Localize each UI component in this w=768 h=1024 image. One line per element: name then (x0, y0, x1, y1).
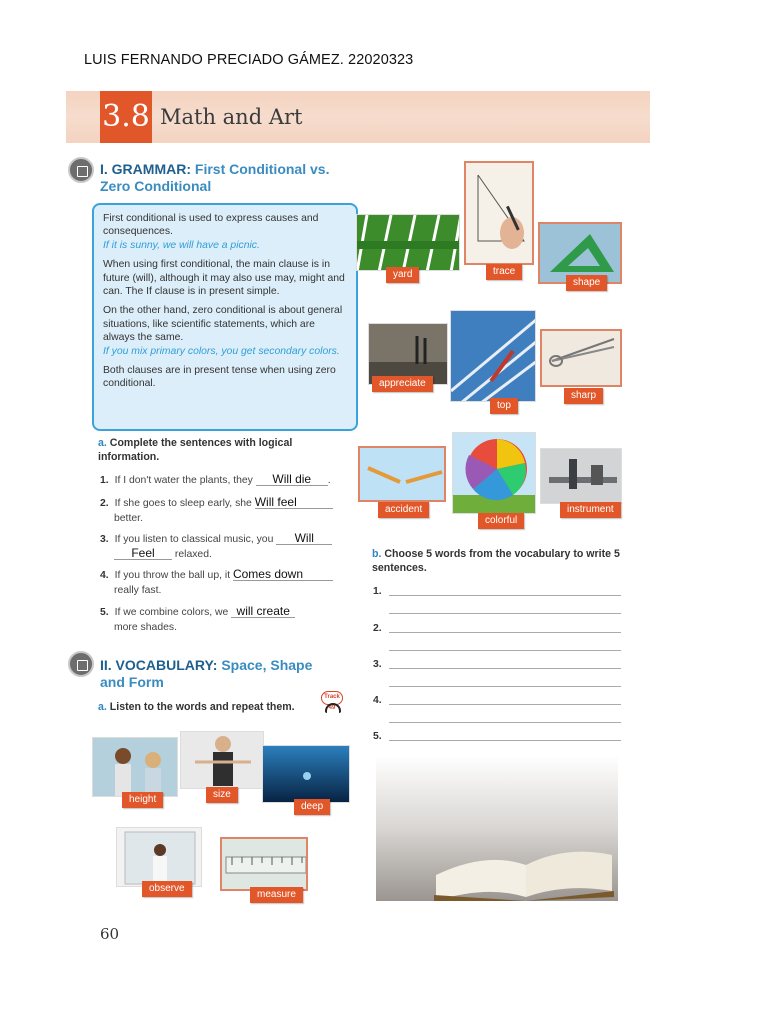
book-icon (68, 157, 94, 183)
exercise-item (100, 605, 350, 635)
word-tag-observe: observe (142, 881, 192, 897)
item-text: If I don't water the plants, they (114, 475, 253, 486)
answer-field[interactable]: Will (276, 532, 332, 545)
item-text-after: better. (114, 513, 143, 524)
listen-instruction (98, 701, 295, 713)
exercise-a-instruction (98, 437, 348, 464)
sharp-picture (540, 329, 622, 387)
word-tag-sharp: sharp (564, 388, 603, 404)
broken-pencil-image (360, 448, 446, 502)
grammar-p1-example: If it is sunny, we will have a picnic. (103, 239, 260, 251)
line-number: 2. (373, 623, 382, 634)
line-number: 4. (373, 695, 382, 706)
yard-picture (356, 214, 460, 271)
writing-line-1[interactable] (373, 586, 621, 597)
colorful-umbrella-image (453, 433, 536, 514)
item-text-after: really fast. (114, 585, 162, 596)
item-text: If she goes to sleep early, she (114, 498, 252, 509)
word-tag-deep: deep (294, 799, 330, 815)
writing-line-5[interactable] (373, 731, 621, 742)
exercise-item (100, 496, 350, 526)
answer-field-continued[interactable]: Feel (114, 547, 172, 560)
line-number: 1. (373, 586, 382, 597)
bridge-structure-image (451, 311, 536, 402)
item-number: 1. (100, 475, 109, 486)
vocabulary-heading-lead: II. VOCABULARY: (100, 657, 218, 673)
measure-picture (220, 837, 308, 891)
exercise-b-text: Choose 5 words from the vocabulary to write 5 sentences. (372, 548, 620, 574)
grammar-paragraph-3 (103, 304, 347, 358)
lesson-title: Math and Art (160, 105, 303, 129)
word-tag-shape: shape (566, 275, 607, 291)
item-text: If we combine colors, we (114, 607, 229, 618)
grammar-heading-rest: First Conditional vs. (194, 161, 330, 177)
vocabulary-heading (100, 657, 312, 691)
vocabulary-heading-rest: Space, Shape (221, 657, 313, 673)
word-tag-trace: trace (486, 264, 522, 280)
observe-picture (116, 827, 202, 887)
word-tag-yard: yard (386, 267, 419, 283)
writing-rule (389, 722, 621, 723)
word-tag-instrument: instrument (560, 502, 621, 518)
writing-rule (389, 668, 621, 669)
deep-picture (262, 745, 350, 803)
item-text: If you listen to classical music, you (114, 534, 274, 545)
word-tag-colorful: colorful (478, 513, 524, 529)
exercise-item (100, 568, 350, 598)
word-tag-appreciate: appreciate (372, 376, 433, 392)
writing-rule (389, 632, 621, 633)
tape-measure-person-image (181, 732, 264, 789)
writing-line-3[interactable] (373, 659, 621, 670)
headphones-icon (325, 703, 341, 713)
item-number: 4. (100, 570, 109, 581)
exercise-a-label: a. (98, 437, 107, 449)
listen-text: Listen to the words and repeat them. (109, 701, 295, 713)
open-book-picture (376, 755, 618, 901)
trace-picture (464, 161, 534, 265)
book-icon (68, 651, 94, 677)
size-picture (180, 731, 264, 789)
writing-rule (389, 704, 621, 705)
exercise-b-label: b. (372, 548, 382, 560)
grammar-heading (100, 161, 329, 195)
colorful-picture (452, 432, 536, 514)
writing-rule (389, 595, 621, 596)
two-girls-height-image (93, 738, 178, 797)
open-book-image (376, 755, 618, 901)
exercise-item (100, 473, 350, 488)
vocabulary-heading-line2: and Form (100, 674, 164, 690)
grammar-p3: On the other hand, zero conditional is about general situations, like scientific statements, which are always the same. (103, 305, 343, 344)
writing-rule (389, 686, 621, 687)
line-number: 3. (373, 659, 382, 670)
writing-rule (389, 650, 621, 651)
item-text-after: relaxed. (174, 549, 212, 560)
lesson-header (66, 91, 650, 143)
instrument-picture (540, 448, 622, 504)
lesson-number: 3.8 (100, 91, 152, 143)
word-tag-accident: accident (378, 502, 429, 518)
grammar-heading-lead: I. GRAMMAR: (100, 161, 191, 177)
grammar-paragraph-1 (103, 212, 347, 252)
item-number: 3. (100, 534, 109, 545)
grammar-p3-example: If you mix primary colors, you get secondary colors. (103, 345, 340, 357)
answer-field[interactable]: Will die (256, 473, 328, 486)
exercise-a-text: Complete the sentences with logical information. (98, 437, 293, 463)
item-text: If you throw the ball up, it (114, 570, 231, 581)
track-number: Track 49 (321, 691, 343, 705)
word-tag-height: height (122, 792, 163, 808)
page-number: 60 (100, 925, 120, 943)
height-picture (92, 737, 178, 797)
grammar-p2: When using first conditional, the main clause is in future (will), although it may also use may, might and can. The If clause is in present simple. (103, 259, 345, 298)
grammar-p4: Both clauses are in present tense when using zero conditional. (103, 365, 336, 390)
grammar-p1: First conditional is used to express causes and consequences. (103, 213, 319, 238)
writing-rule (389, 613, 621, 614)
word-tag-size: size (206, 787, 238, 803)
ruler-image (222, 839, 308, 891)
word-tag-measure: measure (250, 887, 303, 903)
item-text-after: more shades. (114, 622, 177, 633)
answer-field[interactable]: will create (231, 605, 295, 618)
answer-field[interactable]: Comes down (233, 568, 333, 581)
item-text-after: . (327, 475, 331, 486)
exercise-b-instruction (372, 547, 632, 575)
writing-line-2[interactable] (373, 623, 621, 634)
exercise-item (100, 532, 350, 562)
audio-track-icon[interactable] (321, 691, 345, 713)
person-at-window-image (117, 828, 202, 887)
line-number: 5. (373, 731, 382, 742)
writing-rule (389, 740, 621, 741)
writing-line-4[interactable] (373, 695, 621, 706)
listen-label: a. (98, 701, 107, 713)
item-number: 5. (100, 607, 109, 618)
deep-ocean-image (263, 746, 350, 803)
grammar-explanation-box (92, 203, 358, 431)
textbook-page (66, 91, 650, 951)
accident-picture (358, 446, 446, 502)
safety-pin-image (542, 331, 622, 387)
hand-tracing-triangle-image (466, 163, 534, 265)
caliper-image (541, 449, 622, 504)
top-picture (450, 310, 536, 402)
answer-field[interactable]: Will feel (255, 496, 333, 509)
item-number: 2. (100, 498, 109, 509)
football-field-image (357, 215, 460, 271)
grammar-heading-line2: Zero Conditional (100, 178, 212, 194)
word-tag-top: top (490, 398, 518, 414)
author-line: LUIS FERNANDO PRECIADO GÁMEZ. 22020323 (84, 52, 414, 68)
